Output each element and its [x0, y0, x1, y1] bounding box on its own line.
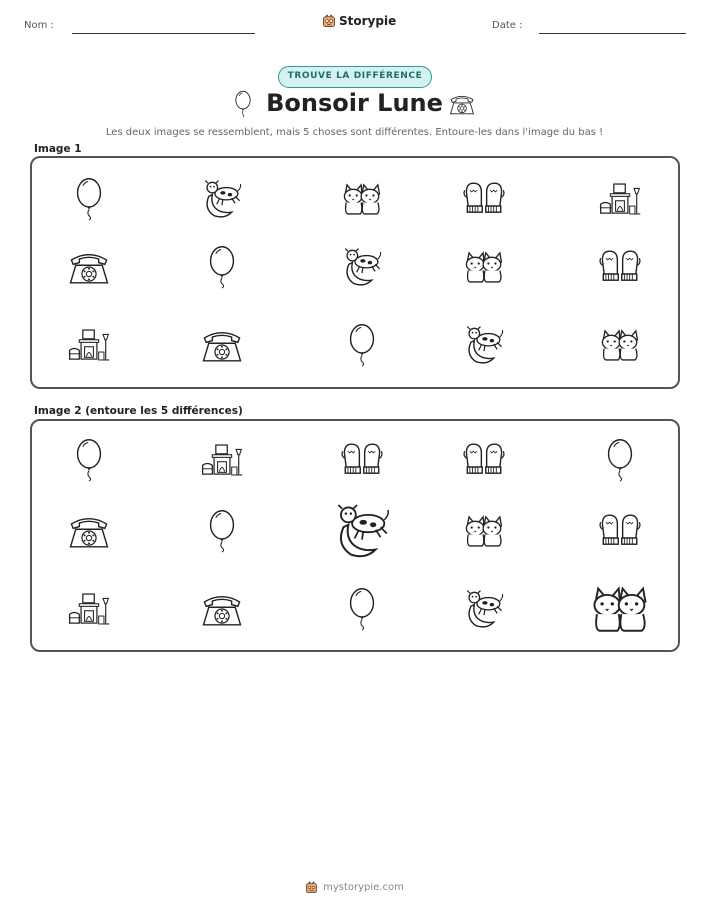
date-label: Date :: [492, 20, 523, 31]
living-room-icon: [598, 177, 642, 221]
telephone-icon: [200, 323, 244, 367]
living-room-icon[interactable]: [67, 587, 111, 631]
storypie-logo-icon: [305, 881, 318, 894]
mittens-icon: [598, 245, 642, 289]
brand-name: Storypie: [339, 14, 397, 28]
kittens-icon: [598, 323, 642, 367]
mittens-icon[interactable]: [340, 438, 384, 482]
kittens-icon: [340, 177, 384, 221]
telephone-icon: [448, 92, 476, 116]
balloon-icon: [340, 323, 384, 367]
cow-moon-icon[interactable]: [331, 500, 393, 562]
cow-moon-icon[interactable]: [462, 587, 506, 631]
telephone-icon: [67, 245, 111, 289]
footer: [0, 881, 709, 894]
cow-moon-icon: [340, 245, 384, 289]
page-title: Bonsoir Lune: [266, 89, 443, 117]
living-room-icon[interactable]: [200, 438, 244, 482]
image1-label: Image 1: [34, 143, 82, 155]
mittens-icon: [462, 177, 506, 221]
brand-logo: [322, 14, 396, 28]
balloon-icon[interactable]: [67, 438, 111, 482]
image2-label: Image 2 (entoure les 5 différences): [34, 405, 243, 417]
kittens-icon[interactable]: [462, 509, 506, 553]
activity-badge: TROUVE LA DIFFÉRENCE: [278, 66, 432, 88]
storypie-logo-icon: [322, 14, 336, 28]
balloon-icon[interactable]: [340, 587, 384, 631]
cow-moon-icon: [200, 177, 244, 221]
living-room-icon: [67, 323, 111, 367]
telephone-icon[interactable]: [67, 509, 111, 553]
kittens-icon: [462, 245, 506, 289]
cow-moon-icon: [462, 323, 506, 367]
mittens-icon[interactable]: [598, 509, 642, 553]
telephone-icon[interactable]: [200, 587, 244, 631]
balloon-icon: [67, 177, 111, 221]
balloon-icon[interactable]: [598, 438, 642, 482]
instructions: Les deux images se ressemblent, mais 5 choses sont différentes. Entoure-les dans l'image du bas !: [105, 127, 604, 138]
footer-url[interactable]: mystorypie.com: [323, 882, 404, 893]
name-label: Nom :: [24, 20, 54, 31]
balloon-icon[interactable]: [200, 509, 244, 553]
mittens-icon[interactable]: [462, 438, 506, 482]
name-field[interactable]: [72, 33, 255, 34]
balloon-icon: [200, 245, 244, 289]
date-field[interactable]: [539, 33, 686, 34]
kittens-icon[interactable]: [588, 577, 652, 641]
